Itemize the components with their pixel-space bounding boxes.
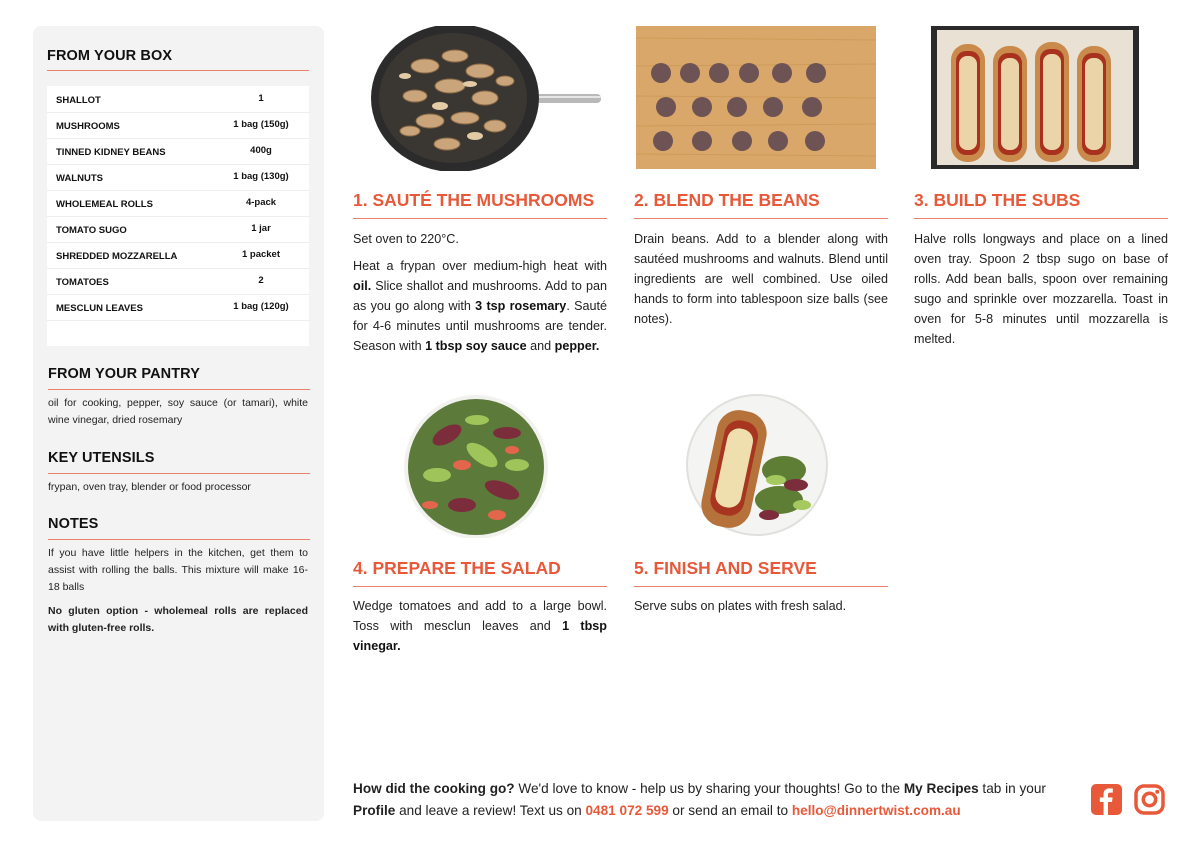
step-bold-text: pepper.: [554, 339, 600, 353]
subs-tray-photo: [931, 26, 1139, 169]
ingredient-quantity: 2: [258, 275, 264, 286]
divider: [914, 218, 1168, 219]
facebook-icon[interactable]: [1091, 784, 1122, 815]
divider: [353, 218, 607, 219]
step-bold-text: oil.: [353, 279, 372, 293]
table-row: [47, 294, 309, 321]
ingredient-quantity: 1 bag (120g): [233, 301, 289, 312]
step-4-body: [353, 596, 607, 663]
footer-bold-text: My Recipes: [903, 781, 979, 796]
notes-text: If you have little helpers in the kitchen, get them to assist with rolling the balls. This mixture will make 16-18 balls: [48, 547, 308, 593]
table-row: [47, 112, 309, 139]
salad-bowl-photo: [402, 395, 550, 538]
ingredient-quantity: 1 packet: [241, 249, 281, 260]
divider: [47, 70, 309, 71]
divider: [634, 218, 888, 219]
step-1-paragraph: [353, 256, 607, 356]
step-text: and: [526, 339, 555, 353]
footer-bold-text: Profile: [353, 803, 396, 818]
table-row: [47, 190, 309, 217]
step-text: Slice shallot and mushrooms. Add to pan as you go along with: [353, 279, 607, 313]
step-3-paragraph: [914, 229, 1168, 349]
ingredient-name: TINNED KIDNEY BEANS: [56, 147, 166, 158]
step-5-title: 5. FINISH AND SERVE: [634, 558, 817, 578]
step-2-paragraph: [634, 229, 888, 329]
footer-text: tab in your: [978, 781, 1046, 796]
step-3-body: [914, 229, 1168, 356]
step-text: Set oven to 220°C.: [353, 232, 459, 246]
ingredient-name: MESCLUN LEAVES: [56, 303, 143, 314]
ingredient-quantity: 4-pack: [245, 197, 277, 208]
feedback-footer: [353, 778, 1083, 822]
ingredient-quantity: 1 bag (150g): [233, 119, 289, 130]
step-1-paragraph: [353, 229, 607, 249]
notes-bold-text: No gluten option - wholemeal rolls are replaced with gluten-free rolls.: [48, 605, 308, 634]
ingredient-name: SHREDDED MOZZARELLA: [56, 251, 178, 262]
footer-text: or send an email to: [668, 803, 792, 818]
divider: [634, 586, 888, 587]
step-text: Drain beans. Add to a blender along with sautéed mushrooms and walnuts. Blend until ingredients are well combined. Use oiled hands to form into tablespoon size balls (see notes).: [634, 232, 888, 326]
step-text: Wedge tomatoes and add to a large bowl. Toss with mesclun leaves and: [353, 599, 607, 633]
phone-number-link[interactable]: 0481 072 599: [585, 803, 669, 818]
step-4-title: 4. PREPARE THE SALAD: [353, 558, 561, 578]
step-4-paragraph: [353, 596, 607, 656]
ingredient-name: SHALLOT: [56, 95, 101, 106]
footer-bold-text: How did the cooking go?: [353, 781, 515, 796]
step-1-body: [353, 229, 607, 363]
ingredient-name: WHOLEMEAL ROLLS: [56, 199, 153, 210]
utensils-text: frypan, oven tray, blender or food processor: [48, 481, 251, 493]
bean-balls-board-photo: [636, 26, 876, 169]
plated-sub-photo: [684, 390, 830, 538]
key-utensils-title: KEY UTENSILS: [48, 450, 155, 466]
divider: [48, 389, 310, 390]
ingredient-quantity: 1: [258, 93, 264, 104]
step-text: Halve rolls longways and place on a lined oven tray. Spoon 2 tbsp sugo on base of rolls. Add bean balls, spoon over remaining sugo and sprinkle over mozzarella. Toast in oven for 5-8 minutes until mozzarella is melted.: [914, 232, 1168, 346]
step-text: . Sauté for 4-6 minutes until mushrooms are tender. Season with: [353, 299, 607, 353]
from-your-box-title: FROM YOUR BOX: [47, 48, 173, 64]
pantry-text: oil for cooking, pepper, soy sauce (or tamari), white wine vinegar, dried rosemary: [48, 397, 308, 426]
divider: [48, 473, 310, 474]
ingredient-quantity: 400g: [250, 145, 272, 156]
ingredient-name: MUSHROOMS: [56, 121, 120, 132]
step-2-body: [634, 229, 888, 336]
notes-gluten-free: [48, 603, 308, 637]
step-5-body: [634, 596, 888, 623]
mushroom-pan-photo: [365, 26, 605, 171]
from-your-pantry-title: FROM YOUR PANTRY: [48, 366, 200, 382]
box-ingredients-table: [47, 86, 309, 346]
table-row: [47, 138, 309, 165]
divider: [353, 586, 607, 587]
ingredient-name: TOMATO SUGO: [56, 225, 127, 236]
step-text: Serve subs on plates with fresh salad.: [634, 599, 847, 613]
ingredient-quantity: 1 bag (130g): [233, 171, 289, 182]
instagram-icon[interactable]: [1134, 784, 1165, 815]
step-3-title: 3. BUILD THE SUBS: [914, 190, 1081, 210]
sidebar: [33, 26, 324, 821]
step-2-title: 2. BLEND THE BEANS: [634, 190, 820, 210]
footer-text: We'd love to know - help us by sharing your thoughts! Go to the: [514, 781, 904, 796]
step-text: Heat a frypan over medium-high heat with: [353, 259, 607, 273]
step-bold-text: 1 tbsp vinegar.: [353, 619, 607, 653]
table-row: [47, 164, 309, 191]
table-row: [47, 242, 309, 269]
table-row: [47, 216, 309, 243]
email-link[interactable]: hello@dinnertwist.com.au: [791, 803, 961, 818]
table-row: [47, 268, 309, 295]
table-row: [47, 86, 309, 113]
step-5-paragraph: [634, 596, 888, 616]
ingredient-name: WALNUTS: [56, 173, 103, 184]
notes-title: NOTES: [48, 516, 99, 532]
divider: [48, 539, 310, 540]
step-1-title: 1. SAUTÉ THE MUSHROOMS: [353, 190, 595, 210]
step-bold-text: 3 tsp rosemary: [475, 299, 567, 313]
step-bold-text: 1 tbsp soy sauce: [425, 339, 527, 353]
ingredient-quantity: 1 jar: [251, 223, 271, 234]
ingredient-name: TOMATOES: [56, 277, 109, 288]
footer-text: and leave a review! Text us on: [395, 803, 586, 818]
